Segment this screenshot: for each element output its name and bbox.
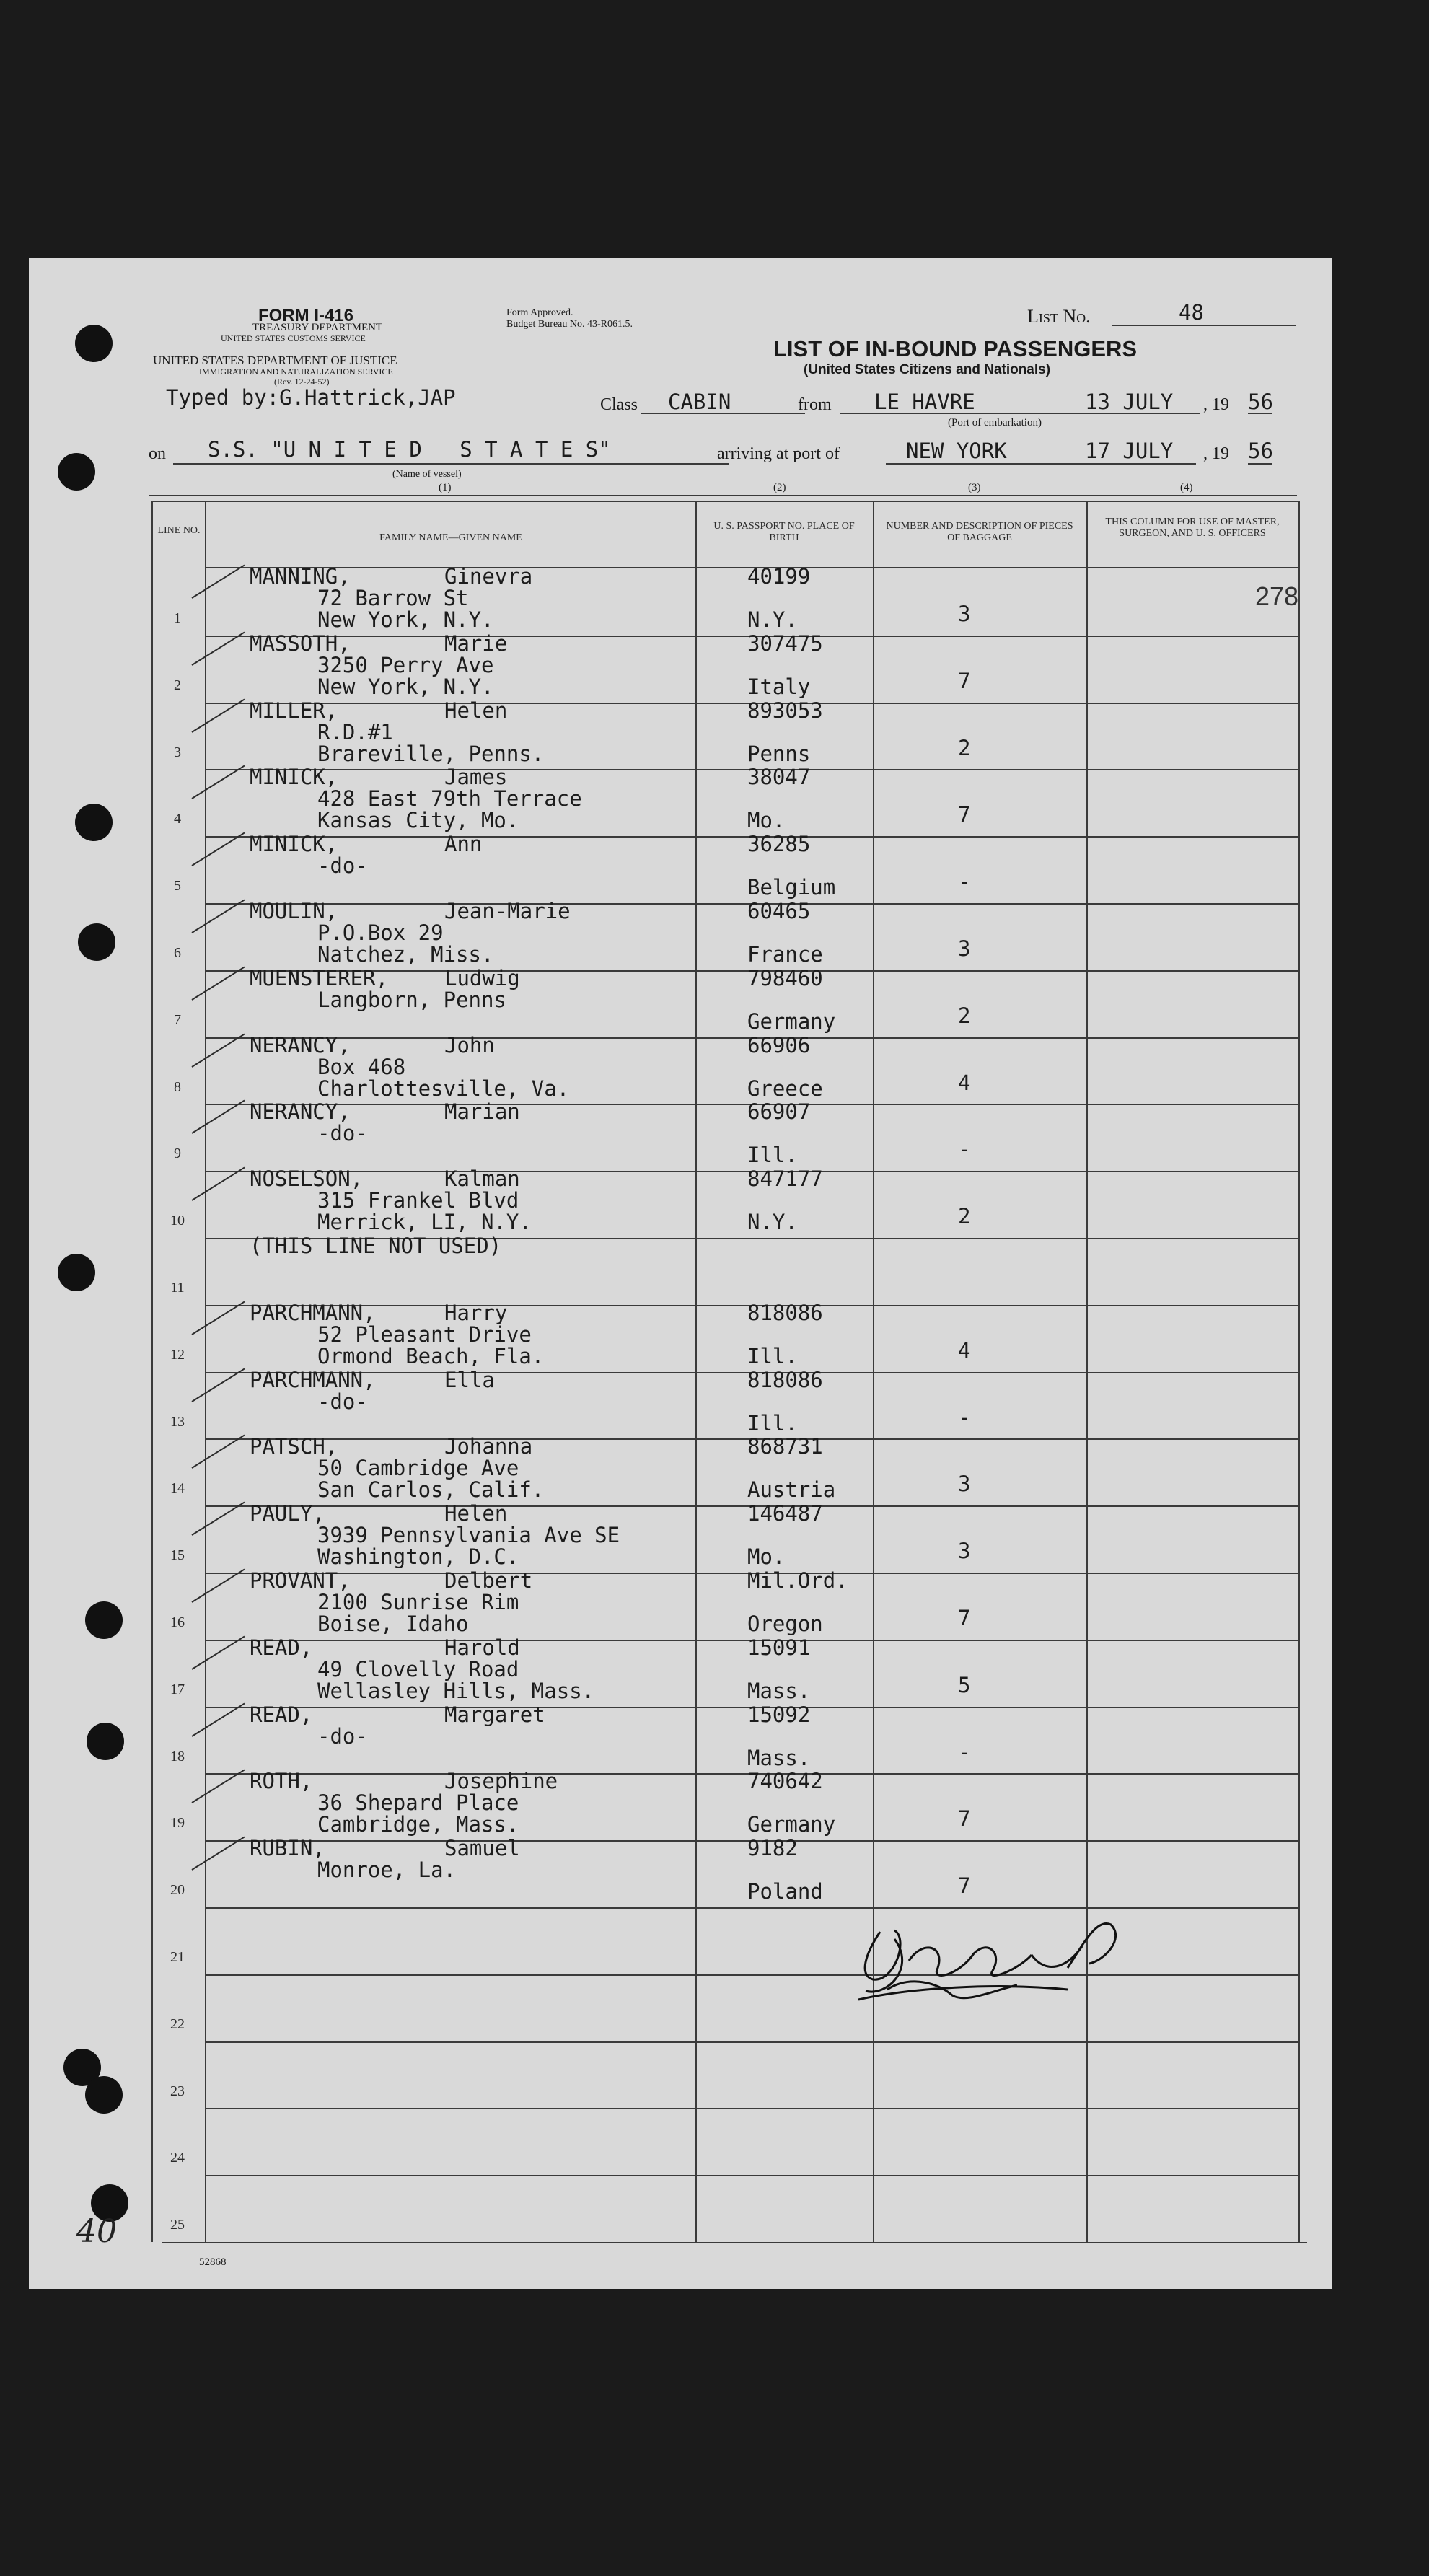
baggage-count: 3 [958, 936, 971, 961]
given-name: Josephine [444, 1769, 558, 1793]
passport-number: 307475 [747, 631, 823, 656]
arrival-year-prefix: , 19 [1203, 444, 1229, 463]
baggage-count: 7 [958, 1806, 971, 1831]
given-name: Delbert [444, 1568, 533, 1593]
col-num-4: (4) [1180, 482, 1193, 493]
address-line-1: P.O.Box 29 [317, 920, 444, 945]
footer-code: 52868 [199, 2256, 227, 2268]
binder-hole [75, 325, 113, 362]
given-name: Helen [444, 1501, 508, 1526]
dept-customs: UNITED STATES CUSTOMS SERVICE [221, 333, 366, 343]
col-num-2: (2) [773, 482, 786, 493]
class-label: Class [600, 395, 638, 414]
passport-number: 146487 [747, 1501, 823, 1526]
address-line-1: -do- [317, 853, 368, 878]
given-name: Ludwig [444, 966, 520, 990]
dept-justice: UNITED STATES DEPARTMENT OF JUSTICE [153, 353, 397, 367]
arrival-port: NEW YORK [906, 439, 1007, 463]
given-name: Margaret [444, 1702, 545, 1727]
list-no-value: 48 [1179, 300, 1204, 325]
address-line-2: New York, N.Y. [317, 607, 494, 632]
line-number: 15 [170, 1547, 185, 1563]
vessel-name: S.S. "U N I T E D S T A T E S" [208, 437, 611, 462]
line-number: 10 [170, 1213, 185, 1228]
line-number: 14 [170, 1480, 185, 1496]
given-name: Samuel [444, 1836, 520, 1860]
address-line-1: 3939 Pennsylvania Ave SE [317, 1523, 620, 1547]
line-number: 2 [174, 677, 181, 693]
family-name: PARCHMANN, [250, 1301, 376, 1325]
departure-date: 13 JULY [1085, 390, 1174, 414]
place-of-birth: Germany [747, 1812, 836, 1837]
baggage-count: 4 [958, 1071, 971, 1095]
arrival-date: 17 JULY [1085, 439, 1174, 463]
binder-hole [85, 2076, 123, 2114]
passport-number: 66906 [747, 1033, 811, 1058]
place-of-birth: Ill. [747, 1411, 798, 1436]
line-number: 6 [174, 945, 181, 961]
place-of-birth: N.Y. [747, 607, 798, 632]
line-number: 21 [170, 1949, 185, 1965]
baggage-count: 3 [958, 1539, 971, 1563]
address-line-2: Charlottesville, Va. [317, 1076, 570, 1101]
place-of-birth: Greece [747, 1076, 823, 1101]
passport-number: 798460 [747, 966, 823, 990]
family-name: NOSELSON, [250, 1166, 364, 1191]
corner-note: 40 [76, 2213, 117, 2250]
address-line-1: Monroe, La. [317, 1858, 457, 1882]
binder-hole [75, 804, 113, 841]
col-num-3: (3) [968, 482, 981, 493]
address-line-2: Kansas City, Mo. [317, 808, 519, 832]
baggage-count: 3 [958, 602, 971, 626]
given-name: James [444, 765, 508, 789]
row-divider [205, 2108, 1298, 2109]
address-line-1: 36 Shepard Place [317, 1790, 519, 1815]
family-name: READ, [250, 1702, 313, 1727]
family-name: MINICK, [250, 832, 338, 856]
list-no-label: List No. [1027, 306, 1091, 327]
family-name: PARCHMANN, [250, 1368, 376, 1392]
line-number: 20 [170, 1882, 185, 1898]
place-of-birth: Mass. [747, 1679, 811, 1703]
address-line-1: 3250 Perry Ave [317, 653, 494, 677]
row-divider [205, 2041, 1298, 2043]
line-number: 11 [170, 1280, 185, 1296]
address-line-1: Langborn, Penns [317, 988, 506, 1012]
place-of-birth: Ill. [747, 1344, 798, 1368]
passport-number: 38047 [747, 765, 811, 789]
address-line-2: Brareville, Penns. [317, 742, 545, 766]
line-number: 24 [170, 2150, 185, 2166]
address-line-2: Wellasley Hills, Mass. [317, 1679, 595, 1703]
family-name: READ, [250, 1635, 313, 1660]
address-line-1: 315 Frankel Blvd [317, 1188, 519, 1213]
address-line-2: New York, N.Y. [317, 674, 494, 699]
vessel-note: (Name of vessel) [392, 469, 462, 480]
baggage-count: - [958, 1405, 971, 1430]
baggage-count: 7 [958, 1606, 971, 1630]
address-line-2: San Carlos, Calif. [317, 1477, 545, 1502]
address-line-2: Ormond Beach, Fla. [317, 1344, 545, 1368]
address-line-1: 49 Clovelly Road [317, 1657, 519, 1682]
given-name: John [444, 1033, 495, 1058]
given-name: Marie [444, 631, 508, 656]
given-name: Harry [444, 1301, 508, 1325]
embarkation-note: (Port of embarkation) [948, 417, 1042, 428]
address-line-1: R.D.#1 [317, 720, 393, 744]
family-name: NERANCY, [250, 1033, 351, 1058]
baggage-count: 7 [958, 669, 971, 693]
place-of-birth: Mass. [747, 1746, 811, 1770]
place-of-birth: Mo. [747, 808, 786, 832]
line-number: 16 [170, 1614, 185, 1630]
baggage-count: 3 [958, 1472, 971, 1496]
address-line-1: 50 Cambridge Ave [317, 1456, 519, 1480]
passport-number: 818086 [747, 1301, 823, 1325]
line-number: 12 [170, 1347, 185, 1363]
baggage-count: 7 [958, 802, 971, 827]
place-of-birth: Germany [747, 1009, 836, 1034]
passport-number: 9182 [747, 1836, 798, 1860]
address-line-1: -do- [317, 1121, 368, 1146]
baggage-count: - [958, 869, 971, 894]
given-name: Kalman [444, 1166, 520, 1191]
address-line-1: -do- [317, 1724, 368, 1749]
passport-number: 36285 [747, 832, 811, 856]
address-line-2: Washington, D.C. [317, 1544, 519, 1569]
address-line-2: Cambridge, Mass. [317, 1812, 519, 1837]
class-value: CABIN [668, 390, 731, 414]
given-name: Marian [444, 1099, 520, 1124]
given-name: Jean-Marie [444, 899, 571, 923]
address-line-1: 428 East 79th Terrace [317, 786, 582, 811]
family-name: MASSOTH, [250, 631, 351, 656]
family-name: MILLER, [250, 698, 338, 723]
passport-number: 818086 [747, 1368, 823, 1392]
check-mark [191, 565, 245, 599]
address-line-2: Merrick, LI, N.Y. [317, 1210, 532, 1234]
family-name: MOULIN, [250, 899, 338, 923]
address-line-2: Natchez, Miss. [317, 942, 494, 967]
passport-number: 40199 [747, 564, 811, 589]
line-number: 1 [174, 610, 181, 626]
budget-bureau: Budget Bureau No. 43-R061.5. [506, 319, 633, 330]
place-of-birth: France [747, 942, 823, 967]
binder-hole [78, 923, 115, 961]
header-officers: THIS COLUMN FOR USE OF MASTER, SURGEON, AND U. S. OFFICERS [1105, 516, 1280, 539]
baggage-count: 2 [958, 1204, 971, 1228]
line-number: 3 [174, 744, 181, 760]
dept-treasury: TREASURY DEPARTMENT [252, 322, 383, 333]
row-divider [205, 1907, 1298, 1909]
line-number: 19 [170, 1815, 185, 1831]
place-of-birth: Belgium [747, 875, 836, 900]
family-name: NERANCY, [250, 1099, 351, 1124]
family-name: PAULY, [250, 1501, 325, 1526]
row-divider [205, 2242, 1298, 2243]
on-label: on [149, 444, 166, 463]
passport-number: Mil.Ord. [747, 1568, 848, 1593]
place-of-birth: N.Y. [747, 1210, 798, 1234]
family-name: MINICK, [250, 765, 338, 789]
page-title: LIST OF IN-BOUND PASSENGERS [773, 336, 1138, 361]
passport-number: 66907 [747, 1099, 811, 1124]
passport-number: 15091 [747, 1635, 811, 1660]
place-of-birth: Ill. [747, 1143, 798, 1167]
address-line-1: -do- [317, 1389, 368, 1414]
place-of-birth: Austria [747, 1477, 836, 1502]
line-number: 8 [174, 1079, 181, 1095]
line-number: 13 [170, 1414, 185, 1430]
from-label: from [798, 395, 832, 414]
header-passport: U. S. PASSPORT NO. PLACE OF BIRTH [713, 521, 855, 543]
passport-number: 60465 [747, 899, 811, 923]
form-approved: Form Approved. [506, 307, 573, 318]
passport-number: 15092 [747, 1702, 811, 1727]
baggage-count: 5 [958, 1673, 971, 1697]
row-divider [205, 2175, 1298, 2176]
family-name: MUENSTERER, [250, 966, 389, 990]
given-name: Ginevra [444, 564, 533, 589]
family-name: PROVANT, [250, 1568, 351, 1593]
baggage-count: 2 [958, 1003, 971, 1028]
address-line-1: Box 468 [317, 1055, 406, 1079]
family-name: MANNING, [250, 564, 351, 589]
line-number: 22 [170, 2016, 185, 2032]
year-prefix: , 19 [1203, 395, 1229, 414]
place-of-birth: Penns [747, 742, 811, 766]
baggage-count: - [958, 1740, 971, 1764]
header-name: FAMILY NAME—GIVEN NAME [379, 532, 522, 543]
place-of-birth: Oregon [747, 1612, 823, 1636]
dept-ins: IMMIGRATION AND NATURALIZATION SERVICE [199, 366, 393, 377]
address-line-2: Boise, Idaho [317, 1612, 469, 1636]
family-name: PATSCH, [250, 1434, 338, 1459]
col-num-1: (1) [439, 482, 452, 493]
given-name: Ella [444, 1368, 495, 1392]
passport-number: 847177 [747, 1166, 823, 1191]
binder-hole [85, 1601, 123, 1639]
passport-number: 868731 [747, 1434, 823, 1459]
line-number: 4 [174, 811, 181, 827]
line-number: 9 [174, 1146, 181, 1161]
form-revision: (Rev. 12-24-52) [274, 377, 330, 387]
given-name: Johanna [444, 1434, 533, 1459]
address-line-1: 72 Barrow St [317, 586, 469, 610]
line-number: 5 [174, 878, 181, 894]
line-number: 23 [170, 2083, 185, 2099]
binder-hole [58, 1254, 95, 1291]
margin-number: 278 [1255, 581, 1299, 611]
binder-hole [58, 453, 95, 491]
typed-by: Typed by:G.Hattrick,JAP [166, 385, 456, 410]
page-subtitle: (United States Citizens and Nationals) [804, 362, 1051, 377]
address-line-1: 52 Pleasant Drive [317, 1322, 532, 1347]
given-name: Ann [444, 832, 483, 856]
form-sheet [29, 258, 1332, 2289]
baggage-count: 7 [958, 1873, 971, 1898]
line-number: 7 [174, 1012, 181, 1028]
family-name: RUBIN, [250, 1836, 325, 1860]
header-baggage: NUMBER AND DESCRIPTION OF PIECES OF BAGGAGE [886, 521, 1073, 543]
binder-hole [87, 1723, 124, 1760]
baggage-count: 2 [958, 736, 971, 760]
from-value: LE HAVRE [874, 390, 975, 414]
passport-number: 893053 [747, 698, 823, 723]
line-number: 25 [170, 2217, 185, 2233]
inspector-signature [851, 1910, 1154, 2011]
line-number: 17 [170, 1682, 185, 1697]
passport-number: 740642 [747, 1769, 823, 1793]
arriving-label: arriving at port of [717, 444, 840, 463]
given-name: Helen [444, 698, 508, 723]
place-of-birth: Italy [747, 674, 811, 699]
departure-year: 56 [1248, 390, 1273, 414]
given-name: Harold [444, 1635, 520, 1660]
form-id: FORM I-416 [258, 306, 354, 325]
baggage-count: 4 [958, 1338, 971, 1363]
family-name: ROTH, [250, 1769, 313, 1793]
place-of-birth: Mo. [747, 1544, 786, 1569]
arrival-year: 56 [1248, 439, 1273, 463]
line-number: 18 [170, 1749, 185, 1764]
baggage-count: - [958, 1137, 971, 1161]
header-line-no: LINE NO. [157, 525, 201, 536]
place-of-birth: Poland [747, 1879, 823, 1904]
address-line-1: 2100 Sunrise Rim [317, 1590, 519, 1614]
family-name: (THIS LINE NOT USED) [250, 1234, 502, 1258]
